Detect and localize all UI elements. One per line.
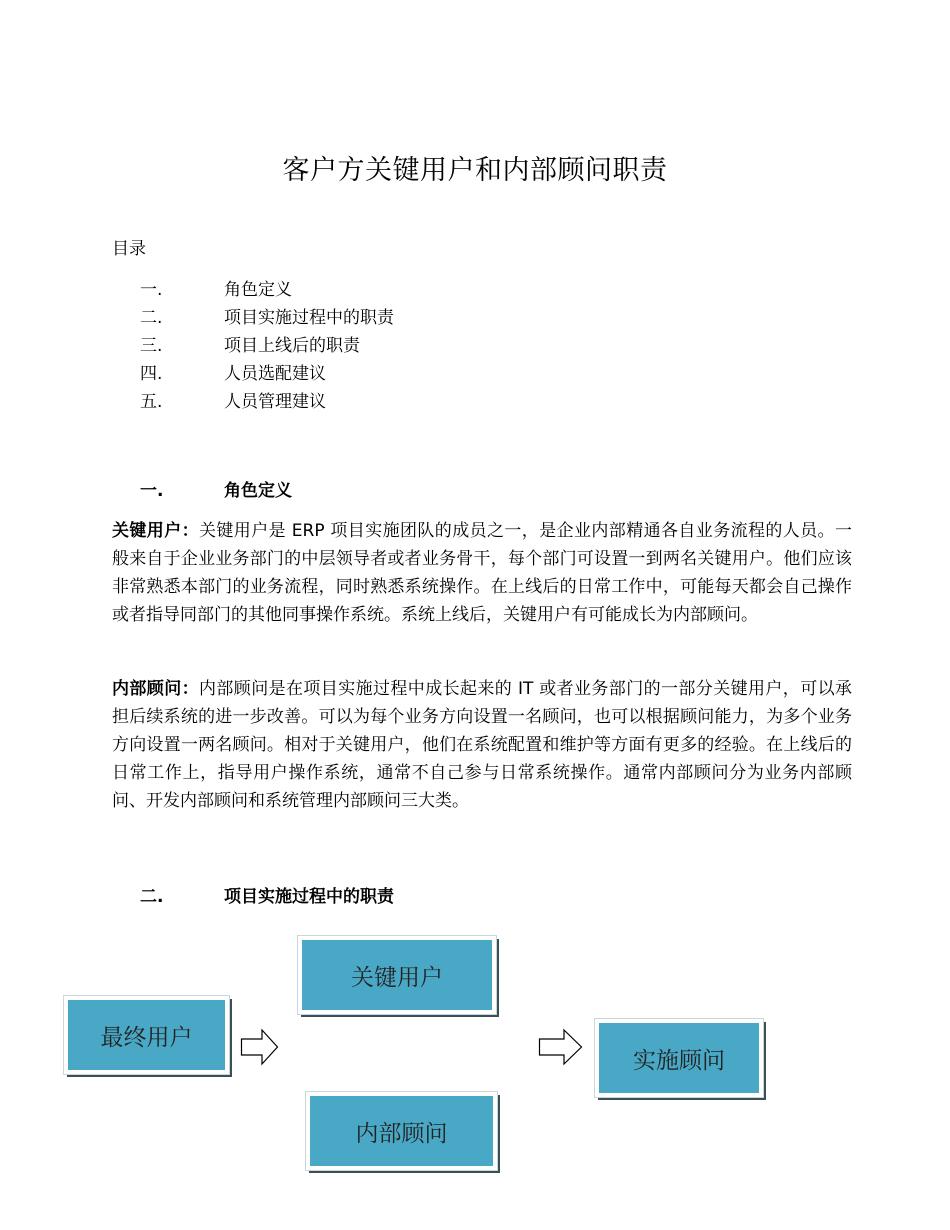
toc-item[interactable] xyxy=(140,278,540,306)
table-of-contents xyxy=(140,278,540,418)
toc-item[interactable] xyxy=(140,306,540,334)
toc-item-label: 人员选配建议 xyxy=(224,364,326,384)
diagram-box-implementation-consultant: 实施顾问 xyxy=(595,1019,763,1097)
toc-item-label: 项目上线后的职责 xyxy=(224,336,360,356)
section-title: 角色定义 xyxy=(224,481,292,501)
paragraph-internal-consultant xyxy=(112,675,852,815)
section-heading-1 xyxy=(140,476,540,502)
toc-item-number: 一. xyxy=(140,280,163,300)
toc-item[interactable] xyxy=(140,362,540,390)
diagram-box-end-user: 最终用户 xyxy=(64,996,229,1074)
toc-item-label: 角色定义 xyxy=(224,280,292,300)
toc-item-number: 二. xyxy=(140,308,163,328)
paragraph-key-user xyxy=(112,517,852,629)
toc-item[interactable] xyxy=(140,390,540,418)
paragraph-text: 内部顾问是在项目实施过程中成长起来的 IT 或者业务部门的一部分关键用户，可以承担后续系统的进一步改善。可以为每个业务方向设置一名顾问，也可以根据顾问能力，为多个业务方向设置一两名顾问。相对于关键用户，他们在系统配置和维护等方面有更多的经验。在上线后的日常工作上，指导用户操作系统，通常不自己参与日常系统操作。通常内部顾问分为业务内部顾问、开发内部顾问和系统管理内部顾问三大类。 xyxy=(112,679,852,811)
term-key-user: 关键用户： xyxy=(112,521,199,541)
right-arrow-icon xyxy=(240,1028,280,1066)
toc-item-number: 四. xyxy=(140,364,163,384)
paragraph-text: 关键用户是 ERP 项目实施团队的成员之一，是企业内部精通各自业务流程的人员。一般来自于企业业务部门的中层领导者或者业务骨干，每个部门可设置一到两名关键用户。他们应该非常熟悉本部门的业务流程，同时熟悉系统操作。在上线后的日常工作中，可能每天都会自己操作或者指导同部门的其他同事操作系统。系统上线后，关键用户有可能成长为内部顾问。 xyxy=(112,521,852,625)
term-internal-consultant: 内部顾问： xyxy=(112,679,199,699)
section-title: 项目实施过程中的职责 xyxy=(224,887,394,907)
toc-item-label: 人员管理建议 xyxy=(224,392,326,412)
section-number: 一. xyxy=(140,481,164,501)
document-title: 客户方关键用户和内部顾问职责 xyxy=(282,155,668,186)
toc-item-label: 项目实施过程中的职责 xyxy=(224,308,394,328)
toc-item[interactable] xyxy=(140,334,540,362)
toc-item-number: 三. xyxy=(140,336,163,356)
section-number: 二. xyxy=(140,887,164,907)
section-heading-2 xyxy=(140,882,540,908)
diagram-box-key-user: 关键用户 xyxy=(298,936,496,1014)
toc-item-number: 五. xyxy=(140,392,163,412)
toc-heading: 目录 xyxy=(112,239,146,259)
diagram-box-internal-consultant: 内部顾问 xyxy=(306,1092,497,1170)
right-arrow-icon xyxy=(538,1028,584,1066)
